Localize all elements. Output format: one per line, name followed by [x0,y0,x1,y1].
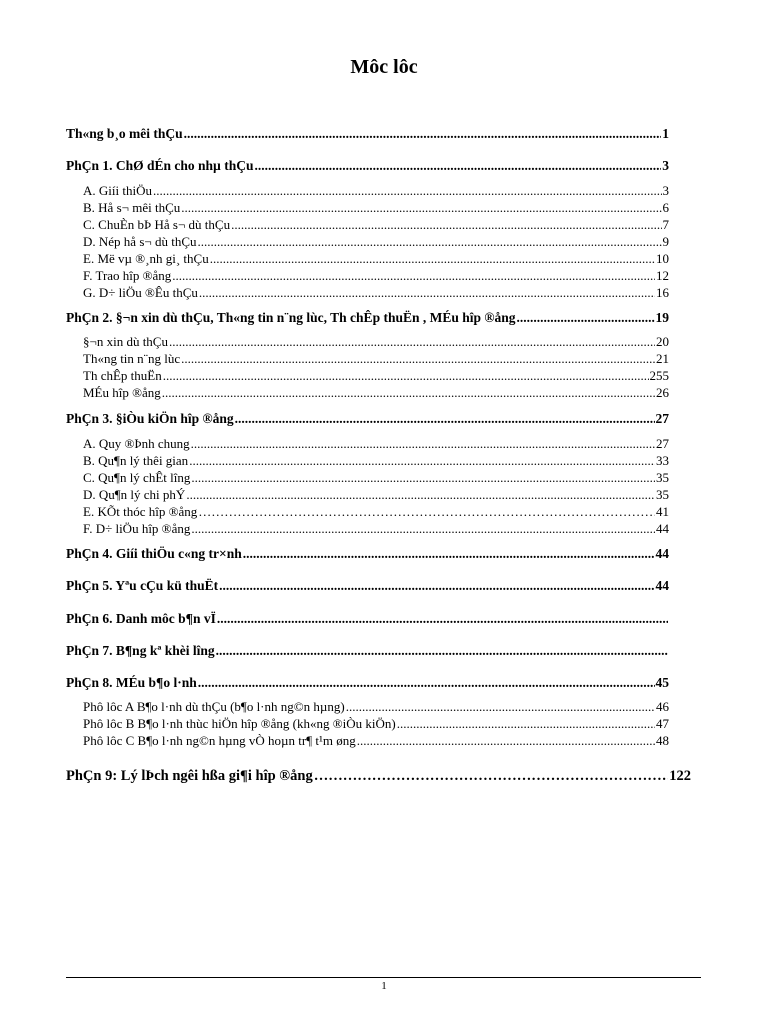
toc-entry-page: 27 [655,411,669,426]
toc-entry-label: E. KÕt thóc hîp ®ång [83,504,198,519]
toc-entry-page: 16 [656,285,669,300]
toc-entry-page: 35 [656,470,669,485]
toc-subentry [83,250,669,268]
footer-rule [66,977,701,978]
toc-section-9 [66,767,691,785]
toc-entry-page: 46 [656,699,669,714]
toc-entry-label: D. Nép hå s¬ dù thÇu [83,234,197,249]
toc-entry-page: 41 [656,504,669,519]
toc-subentry [83,267,669,285]
toc-entry-label: A. Quy ®Þnh chung [83,436,190,451]
toc-entry-label: PhÇn 8. MÉu b¶o l·nh [66,675,197,690]
toc-entry-label: PhÇn 2. §¬n xin dù thÇu, Th«ng tin n¨ng lùc, Th chÊp thuËn , MÉu hîp ®ång [66,310,516,325]
toc-subentry [83,367,669,385]
toc-subentry [83,233,669,251]
dot-leader [314,767,669,785]
dot-leader [181,199,661,217]
toc-entry-label: Th chÊp thuËn [83,368,162,383]
toc-section-2 [66,309,669,327]
toc-entry-page: 44 [656,521,669,536]
toc-entry-label: D. Qu¶n lý chi phÝ [83,487,186,502]
toc-subentry [83,486,669,504]
dot-leader [191,435,655,453]
toc-subentry [83,182,669,200]
toc-subentry [83,732,669,750]
toc-entry-page: 122 [669,768,691,784]
toc-entry-label: Phô lôc C B¶o l·nh ng©n hµng vÒ hoµn tr¶ t¹m øng [83,733,356,748]
page-number: 1 [381,980,387,992]
toc-entry-page: 19 [655,310,669,325]
dot-leader [169,333,655,351]
toc-entry-label: PhÇn 1. ChØ dÉn cho nhµ thÇu [66,158,254,173]
dot-leader [217,610,668,628]
toc-entry-label: PhÇn 9: Lý lÞch ngêi hßa gi¶i hîp ®ång [66,768,313,784]
toc-subentry [83,715,669,733]
toc-entry-label: A. Giíi thiÖu [83,183,152,198]
toc-entry-label: E. Më vµ ®¸nh gi¸ thÇu [83,251,209,266]
toc-subentry [83,216,669,234]
toc-entry-page: 45 [655,675,669,690]
toc-section-1 [66,157,669,175]
toc-subentry [83,199,669,217]
toc-entry-page: 7 [662,217,669,232]
toc-entry-label: PhÇn 3. §iÒu kiÖn hîp ®ång [66,411,234,426]
toc-entry-label: B. Hå s¬ mêi thÇu [83,200,181,215]
dot-leader [198,233,662,251]
toc-entry-page: 1 [662,126,669,141]
toc-section-7 [66,642,669,660]
toc-entry-label: G. D÷ liÖu ®Êu thÇu [83,285,198,300]
toc-entry-label: F. Trao hîp ®ång [83,268,172,283]
toc-entry-page: 10 [656,251,669,266]
dot-leader [153,182,662,200]
toc-entry-label: Th«ng tin n¨ng lùc [83,351,181,366]
dot-leader [254,157,661,175]
toc-entry-page: 255 [649,368,669,383]
toc-entry-page: 12 [656,268,669,283]
toc-subentry [83,698,669,716]
toc-entry-label: PhÇn 4. Giíi thiÖu c«ng tr×nh [66,546,242,561]
toc-entry-page: 44 [655,578,669,593]
toc-entry-page: 26 [656,385,669,400]
toc-entry-page: 44 [655,546,669,561]
toc-entry [66,125,669,143]
toc-entry-page: 6 [662,200,669,215]
toc-entry-page: 48 [656,733,669,748]
toc-entry-page: 27 [656,436,669,451]
toc-entry-page: 3 [662,158,669,173]
toc-subentry [83,284,669,302]
dot-leader [216,642,668,660]
toc-entry-label: B. Qu¶n lý thêi gian [83,453,189,468]
toc-entry-label: MÉu hîp ®ång [83,385,161,400]
toc-subentry [83,452,669,470]
dot-leader [346,698,655,716]
dot-leader [163,367,649,385]
toc-subentry [83,503,669,521]
dot-leader [357,732,655,750]
dot-leader [219,577,654,595]
dot-leader [198,503,655,521]
toc-subentry [83,435,669,453]
dot-leader [397,715,655,733]
dot-leader [516,309,654,327]
toc-entry-page: 33 [656,453,669,468]
toc-entry-label: C. Qu¶n lý chÊt lîng [83,470,191,485]
dot-leader [189,452,655,470]
dot-leader [199,284,655,302]
toc-subentry [83,469,669,487]
document-title: Môc lôc [350,56,418,78]
toc-entry-label: F. D÷ liÖu hîp ®ång [83,521,191,536]
dot-leader [210,250,655,268]
toc-entry-label: Phô lôc A B¶o l·nh dù thÇu (b¶o l·nh ng©n hµng) [83,699,345,714]
toc-entry-label: PhÇn 5. Yªu cÇu kü thuËt [66,578,219,593]
toc-section-6 [66,610,669,628]
dot-leader [198,674,655,692]
toc-entry-page: 35 [656,487,669,502]
dot-leader [184,125,662,143]
toc-entry-page: 3 [662,183,669,198]
dot-leader [186,486,655,504]
dot-leader [162,384,655,402]
toc-subentry [83,350,669,368]
toc-subentry [83,333,669,351]
dot-leader [191,520,655,538]
toc-entry-page: 9 [662,234,669,249]
toc-entry-label: C. ChuÈn bÞ Hå s¬ dù thÇu [83,217,231,232]
dot-leader [235,410,655,428]
toc-entry-label: Phô lôc B B¶o l·nh thùc hiÖn hîp ®ång (kh«ng ®iÒu kiÖn) [83,716,396,731]
toc-entry-label: PhÇn 6. Danh môc b¶n vÏ [66,611,216,626]
toc-entry-label: §¬n xin dù thÇu [83,334,168,349]
toc-entry-label: Th«ng b¸o mêi thÇu [66,126,183,141]
toc-entry-page: 47 [656,716,669,731]
dot-leader [181,350,655,368]
toc-section-5 [66,577,669,595]
dot-leader [191,469,655,487]
toc-subentry [83,384,669,402]
toc-section-4 [66,545,669,563]
toc-entry-page: 20 [656,334,669,349]
toc-entry-label: PhÇn 7. B¶ng kª khèi lîng [66,643,215,658]
dot-leader [172,267,655,285]
dot-leader [243,545,655,563]
toc-section-8 [66,674,669,692]
dot-leader [231,216,661,234]
toc-entry-page: 21 [656,351,669,366]
toc-section-3 [66,410,669,428]
toc-subentry [83,520,669,538]
